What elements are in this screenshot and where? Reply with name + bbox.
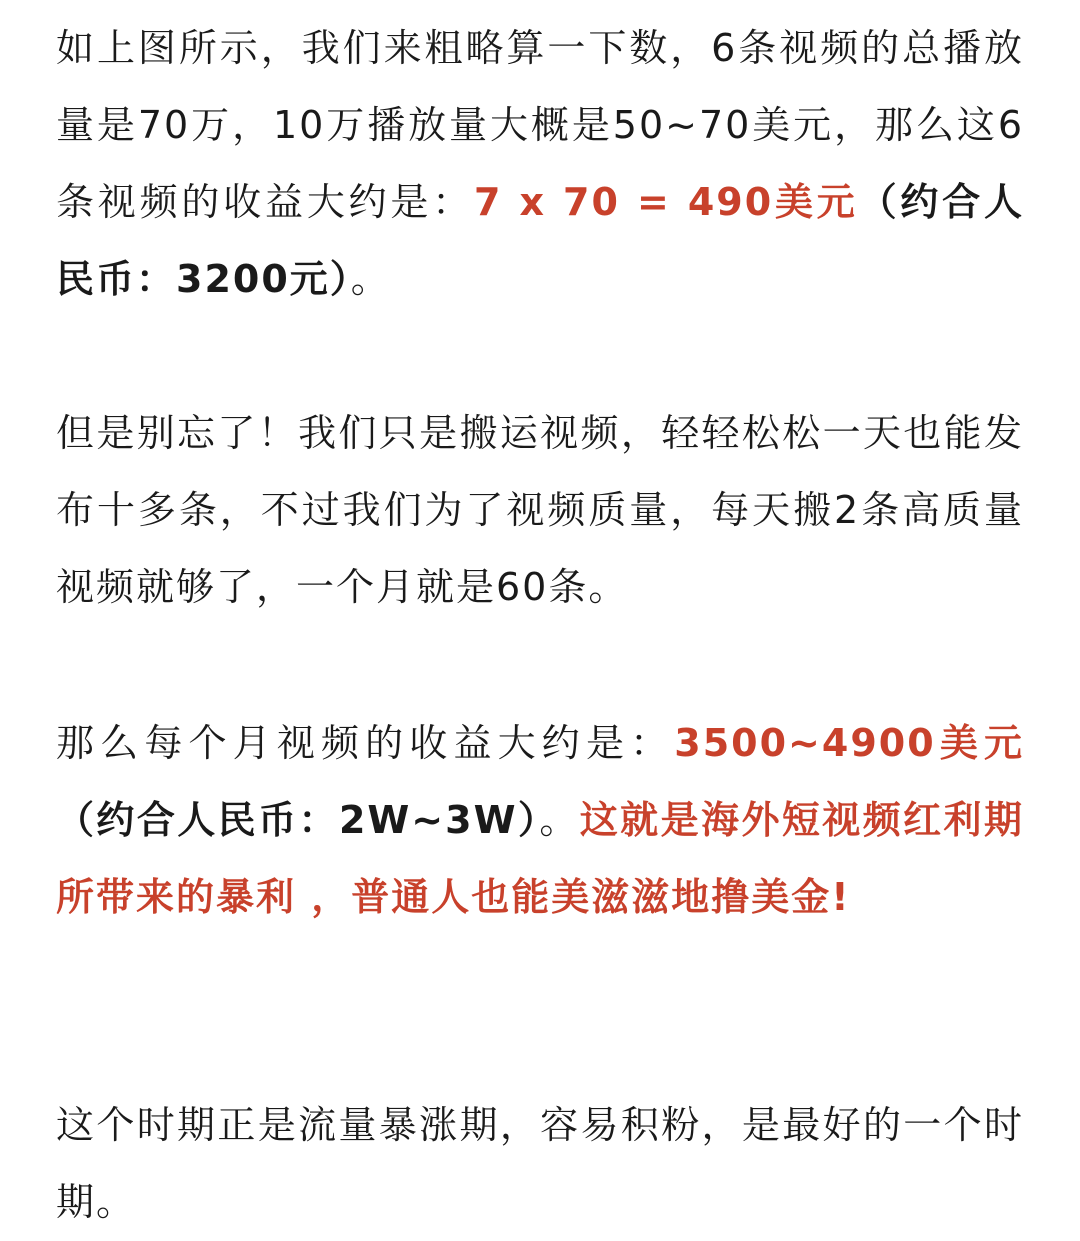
posting-volume-text: 但是别忘了！我们只是搬运视频，轻轻松松一天也能发布十多条，不过我们为了视频质量，每天搬2条高质量视频就够了，一个月就是60条。 [56, 411, 1024, 609]
sentence-end-mark: 。 [350, 257, 391, 301]
traffic-period-text: 这个时期正是流量暴涨期，容易积粉，是最好的一个时期。 [56, 1103, 1024, 1224]
paragraph-posting-volume [56, 395, 1024, 626]
revenue-formula-highlight: 7 x 70 = 490美元 [474, 180, 859, 224]
dividend-period-highlight: 这就是海外短视频红利期所带来的暴利 ，普通人也能美滋滋地撸美金! [56, 798, 1024, 919]
paragraph-monthly-income [56, 705, 1024, 936]
monthly-income-highlight: 3500~4900美元 [674, 721, 1024, 765]
sentence-end-mark: 。 [539, 798, 580, 842]
monthly-rmb-conversion-note: （约合人民币：2W~3W） [56, 798, 540, 842]
rmb-conversion-note: （约合人民币：3200元） [56, 180, 1024, 301]
paragraph-revenue-calculation [56, 10, 1024, 318]
paragraph-traffic-period [56, 1087, 1024, 1241]
calculation-intro-text: 如上图所示，我们来粗略算一下数，6条视频的总播放量是70万，10万播放量大概是50~70美元，那么这6条视频的收益大约是： [56, 26, 1024, 224]
monthly-income-intro-text: 那么每个月视频的收益大约是： [56, 721, 675, 765]
